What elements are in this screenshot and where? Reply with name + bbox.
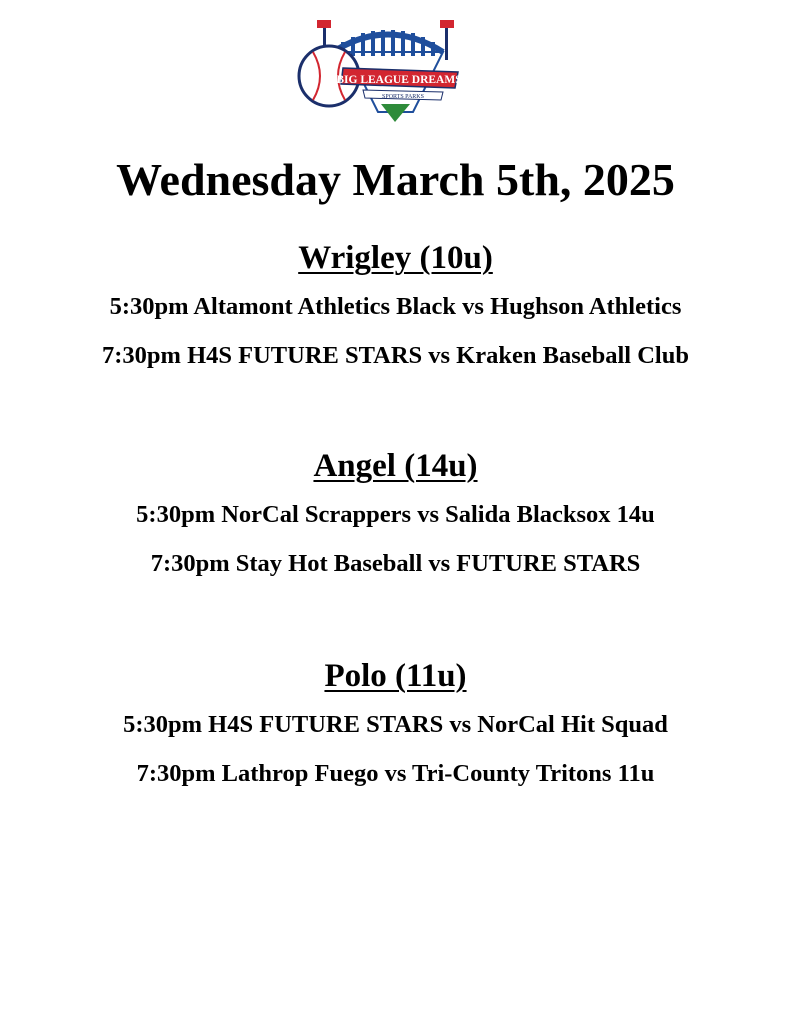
game-listing: 5:30pm NorCal Scrappers vs Salida Blacksox 14u	[136, 501, 655, 528]
section-heading: Wrigley (10u)	[298, 240, 493, 276]
section-polo	[0, 654, 791, 808]
section-heading: Angel (14u)	[313, 448, 478, 484]
game-listing: 5:30pm Altamont Athletics Black vs Hughson Athletics	[109, 293, 682, 320]
game-listing: 7:30pm H4S FUTURE STARS vs Kraken Baseball Club	[102, 342, 689, 369]
logo-text: BIG LEAGUE DREAMS	[336, 74, 462, 86]
page-title: Wednesday March 5th, 2025	[116, 154, 675, 205]
game-listing: 7:30pm Stay Hot Baseball vs FUTURE STARS	[150, 550, 641, 577]
section-angel	[0, 444, 791, 598]
game-listing: 5:30pm H4S FUTURE STARS vs NorCal Hit Squad	[123, 711, 668, 738]
section-heading: Polo (11u)	[324, 658, 467, 694]
logo-subtext: SPORTS PARKS	[382, 94, 424, 100]
big-league-dreams-logo	[293, 12, 463, 127]
game-listing: 7:30pm Lathrop Fuego vs Tri-County Tritons 11u	[136, 760, 655, 787]
section-wrigley	[0, 236, 791, 390]
